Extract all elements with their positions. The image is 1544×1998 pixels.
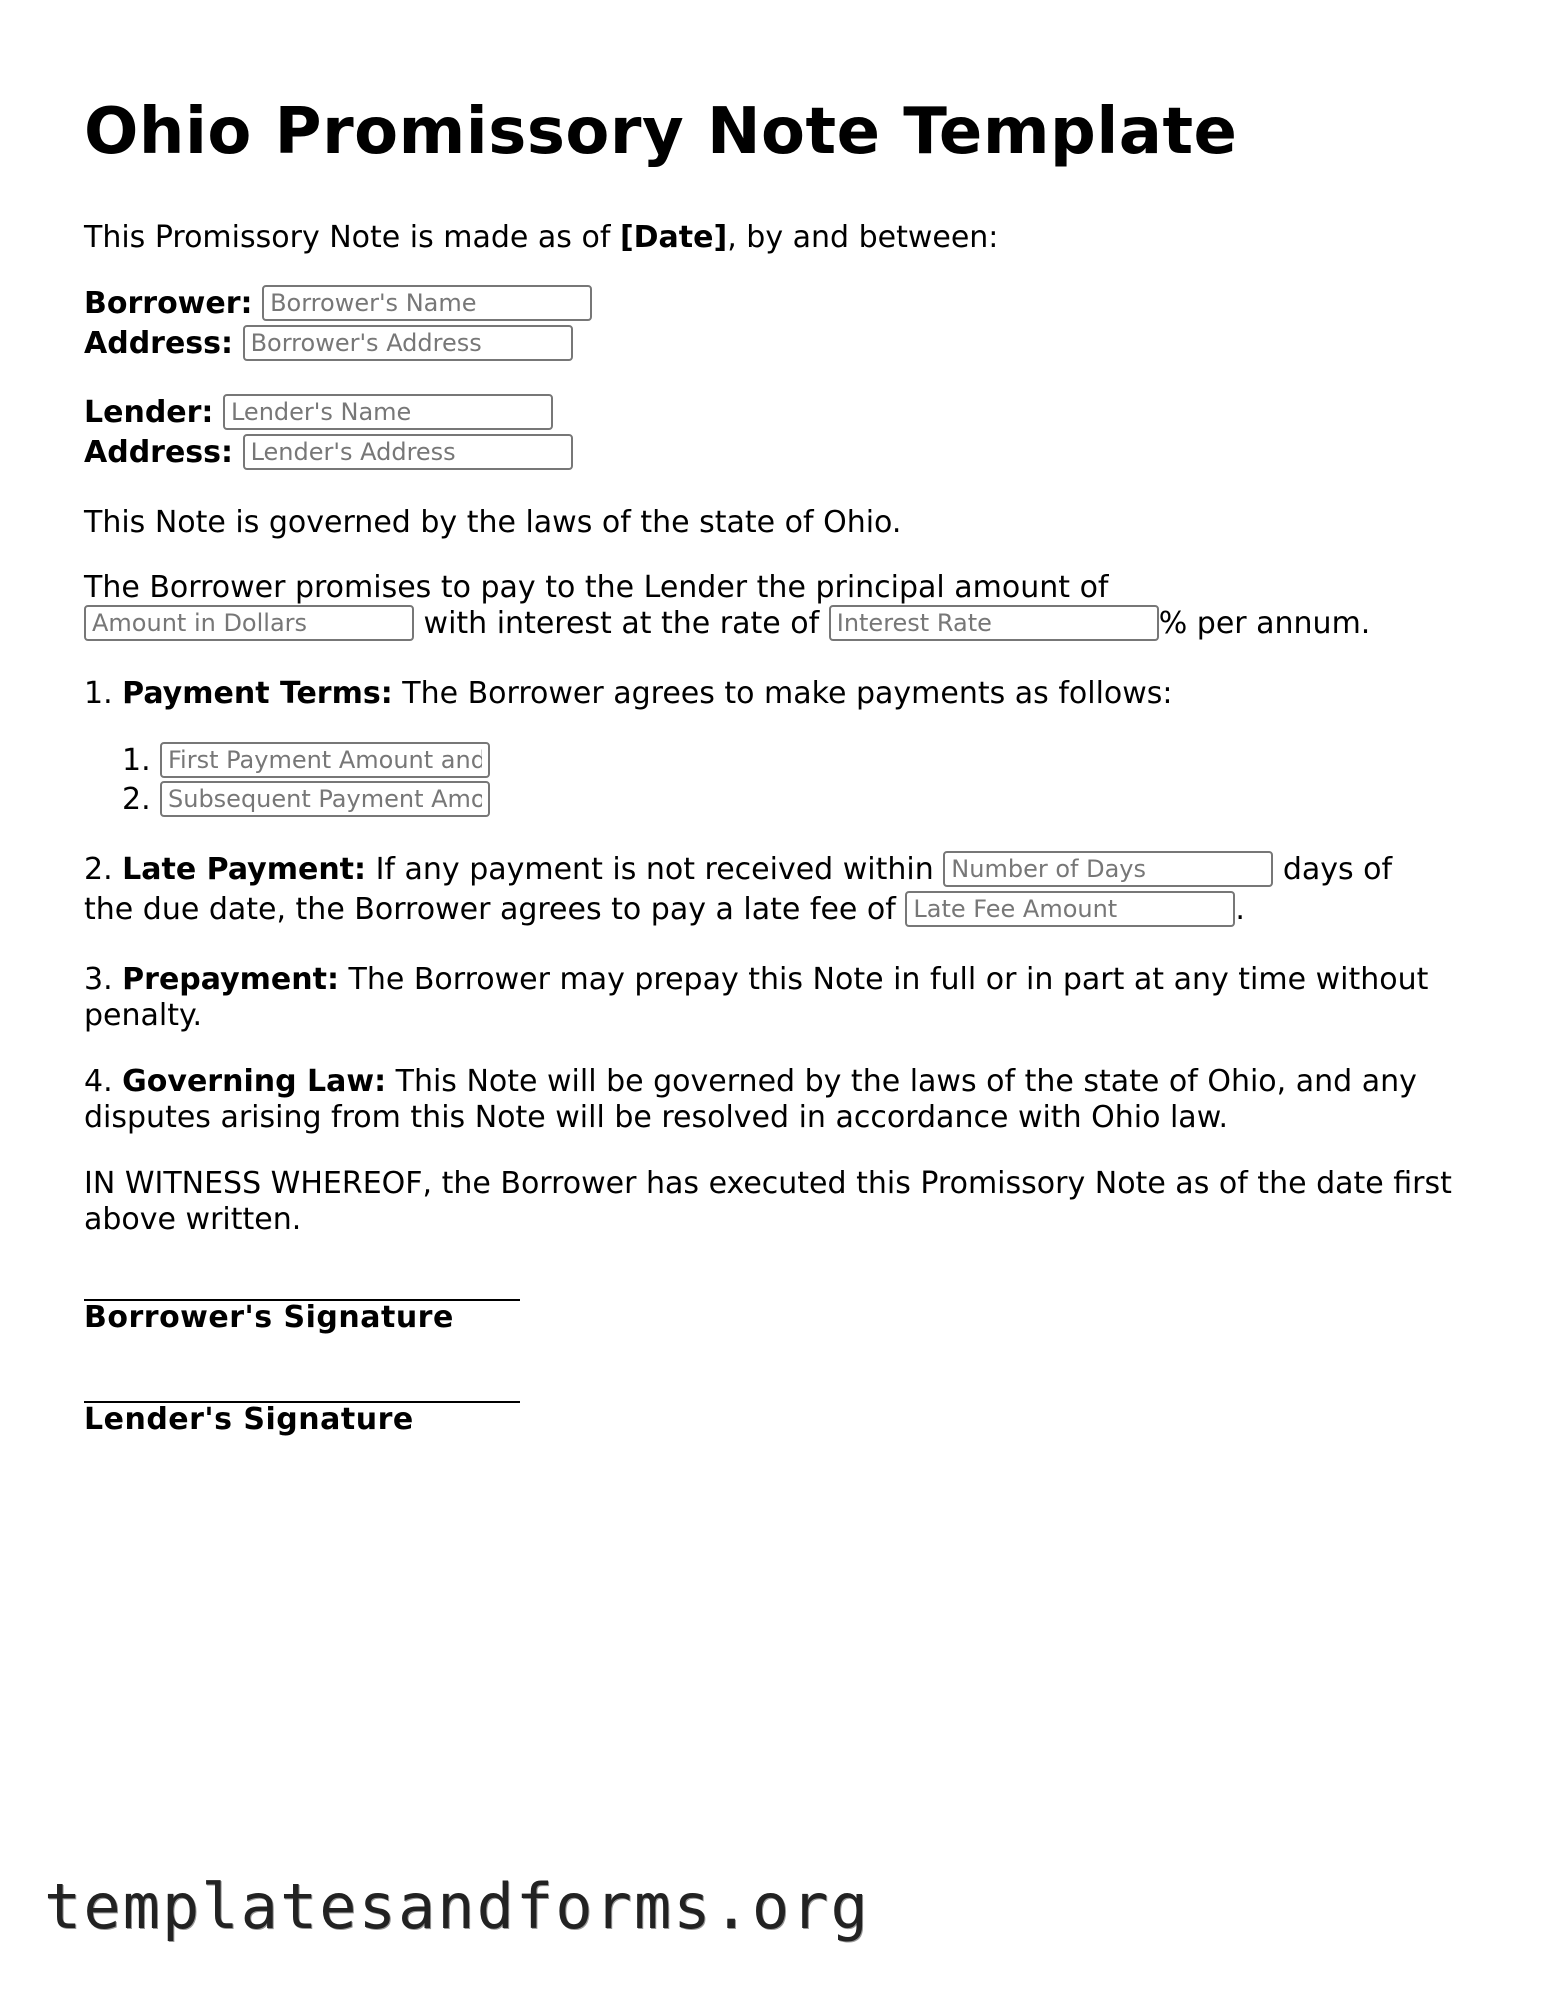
governing-law-heading: Governing Law: [122, 1064, 387, 1099]
lender-name-input[interactable] [223, 394, 553, 430]
payment-item-1 [122, 743, 490, 780]
payment-terms-heading: Payment Terms: [122, 676, 393, 711]
first-payment-input[interactable] [160, 742, 490, 778]
intro-line [84, 220, 998, 256]
borrower-signature-label: Borrower's Signature [84, 1300, 454, 1335]
prepayment-text: The Borrower may prepay this Note in full or in part at any time without penalty. [84, 962, 1429, 1033]
subsequent-payment-input[interactable] [160, 781, 490, 817]
late-payment-text: If any payment is not received within [366, 852, 944, 887]
payment-terms-clause [84, 676, 1173, 712]
governing-law-clause [84, 1064, 1454, 1136]
lender-signature-label: Lender's Signature [84, 1402, 414, 1437]
borrower-name-input[interactable] [262, 285, 592, 321]
payment-item-number: 2. [122, 782, 151, 817]
lender-label: Lender: [84, 395, 214, 430]
principal-text: The Borrower promises to pay to the Lender the principal amount of [84, 570, 1109, 605]
amount-input[interactable] [84, 605, 414, 641]
days-of-text: days of [1273, 852, 1393, 887]
intro-date: [Date] [619, 220, 728, 255]
late-fee-input[interactable] [905, 891, 1235, 927]
page-title: Ohio Promissory Note Template [84, 95, 1238, 169]
principal-rate-text: with interest at the rate of [414, 606, 829, 641]
lender-address-row [84, 435, 573, 472]
borrower-address-input[interactable] [243, 325, 573, 361]
payment-item-2 [122, 782, 490, 819]
witness-statement: IN WITNESS WHEREOF, the Borrower has executed this Promissory Note as of the date first above written. [84, 1166, 1452, 1237]
payment-item-number: 1. [122, 743, 151, 778]
late-fee-period: . [1235, 892, 1245, 927]
governed-statement: This Note is governed by the laws of the state of Ohio. [84, 505, 902, 540]
site-watermark: templatesandforms.org [44, 1870, 870, 1943]
lender-name-row [84, 395, 553, 432]
lender-address-label: Address: [84, 435, 234, 470]
intro-prefix: This Promissory Note is made as of [84, 220, 620, 255]
clause-number: 4. [84, 1064, 123, 1099]
late-payment-line-1 [84, 852, 1392, 889]
intro-suffix: , by and between: [727, 220, 999, 255]
borrower-name-row [84, 286, 592, 323]
interest-rate-input[interactable] [829, 605, 1159, 641]
late-payment-heading: Late Payment: [122, 852, 367, 887]
payment-terms-text: The Borrower agrees to make payments as follows: [392, 676, 1173, 711]
borrower-address-label: Address: [84, 326, 234, 361]
per-annum-text: % per annum. [1158, 606, 1371, 641]
lender-address-input[interactable] [243, 434, 573, 470]
governing-law-text: This Note will be governed by the laws of the state of Ohio, and any disputes arising from this Note will be resolved in accordance with Ohio law. [84, 1064, 1417, 1135]
days-input[interactable] [943, 851, 1273, 887]
late-payment-line-2 [84, 892, 1245, 929]
borrower-label: Borrower: [84, 286, 253, 321]
late-fee-text: the due date, the Borrower agrees to pay a late fee of [84, 892, 906, 927]
principal-row [84, 606, 1370, 643]
borrower-address-row [84, 326, 573, 363]
prepayment-clause [84, 962, 1454, 1034]
clause-number: 1. [84, 676, 123, 711]
clause-number: 3. [84, 962, 123, 997]
prepayment-heading: Prepayment: [122, 962, 339, 997]
clause-number: 2. [84, 852, 123, 887]
